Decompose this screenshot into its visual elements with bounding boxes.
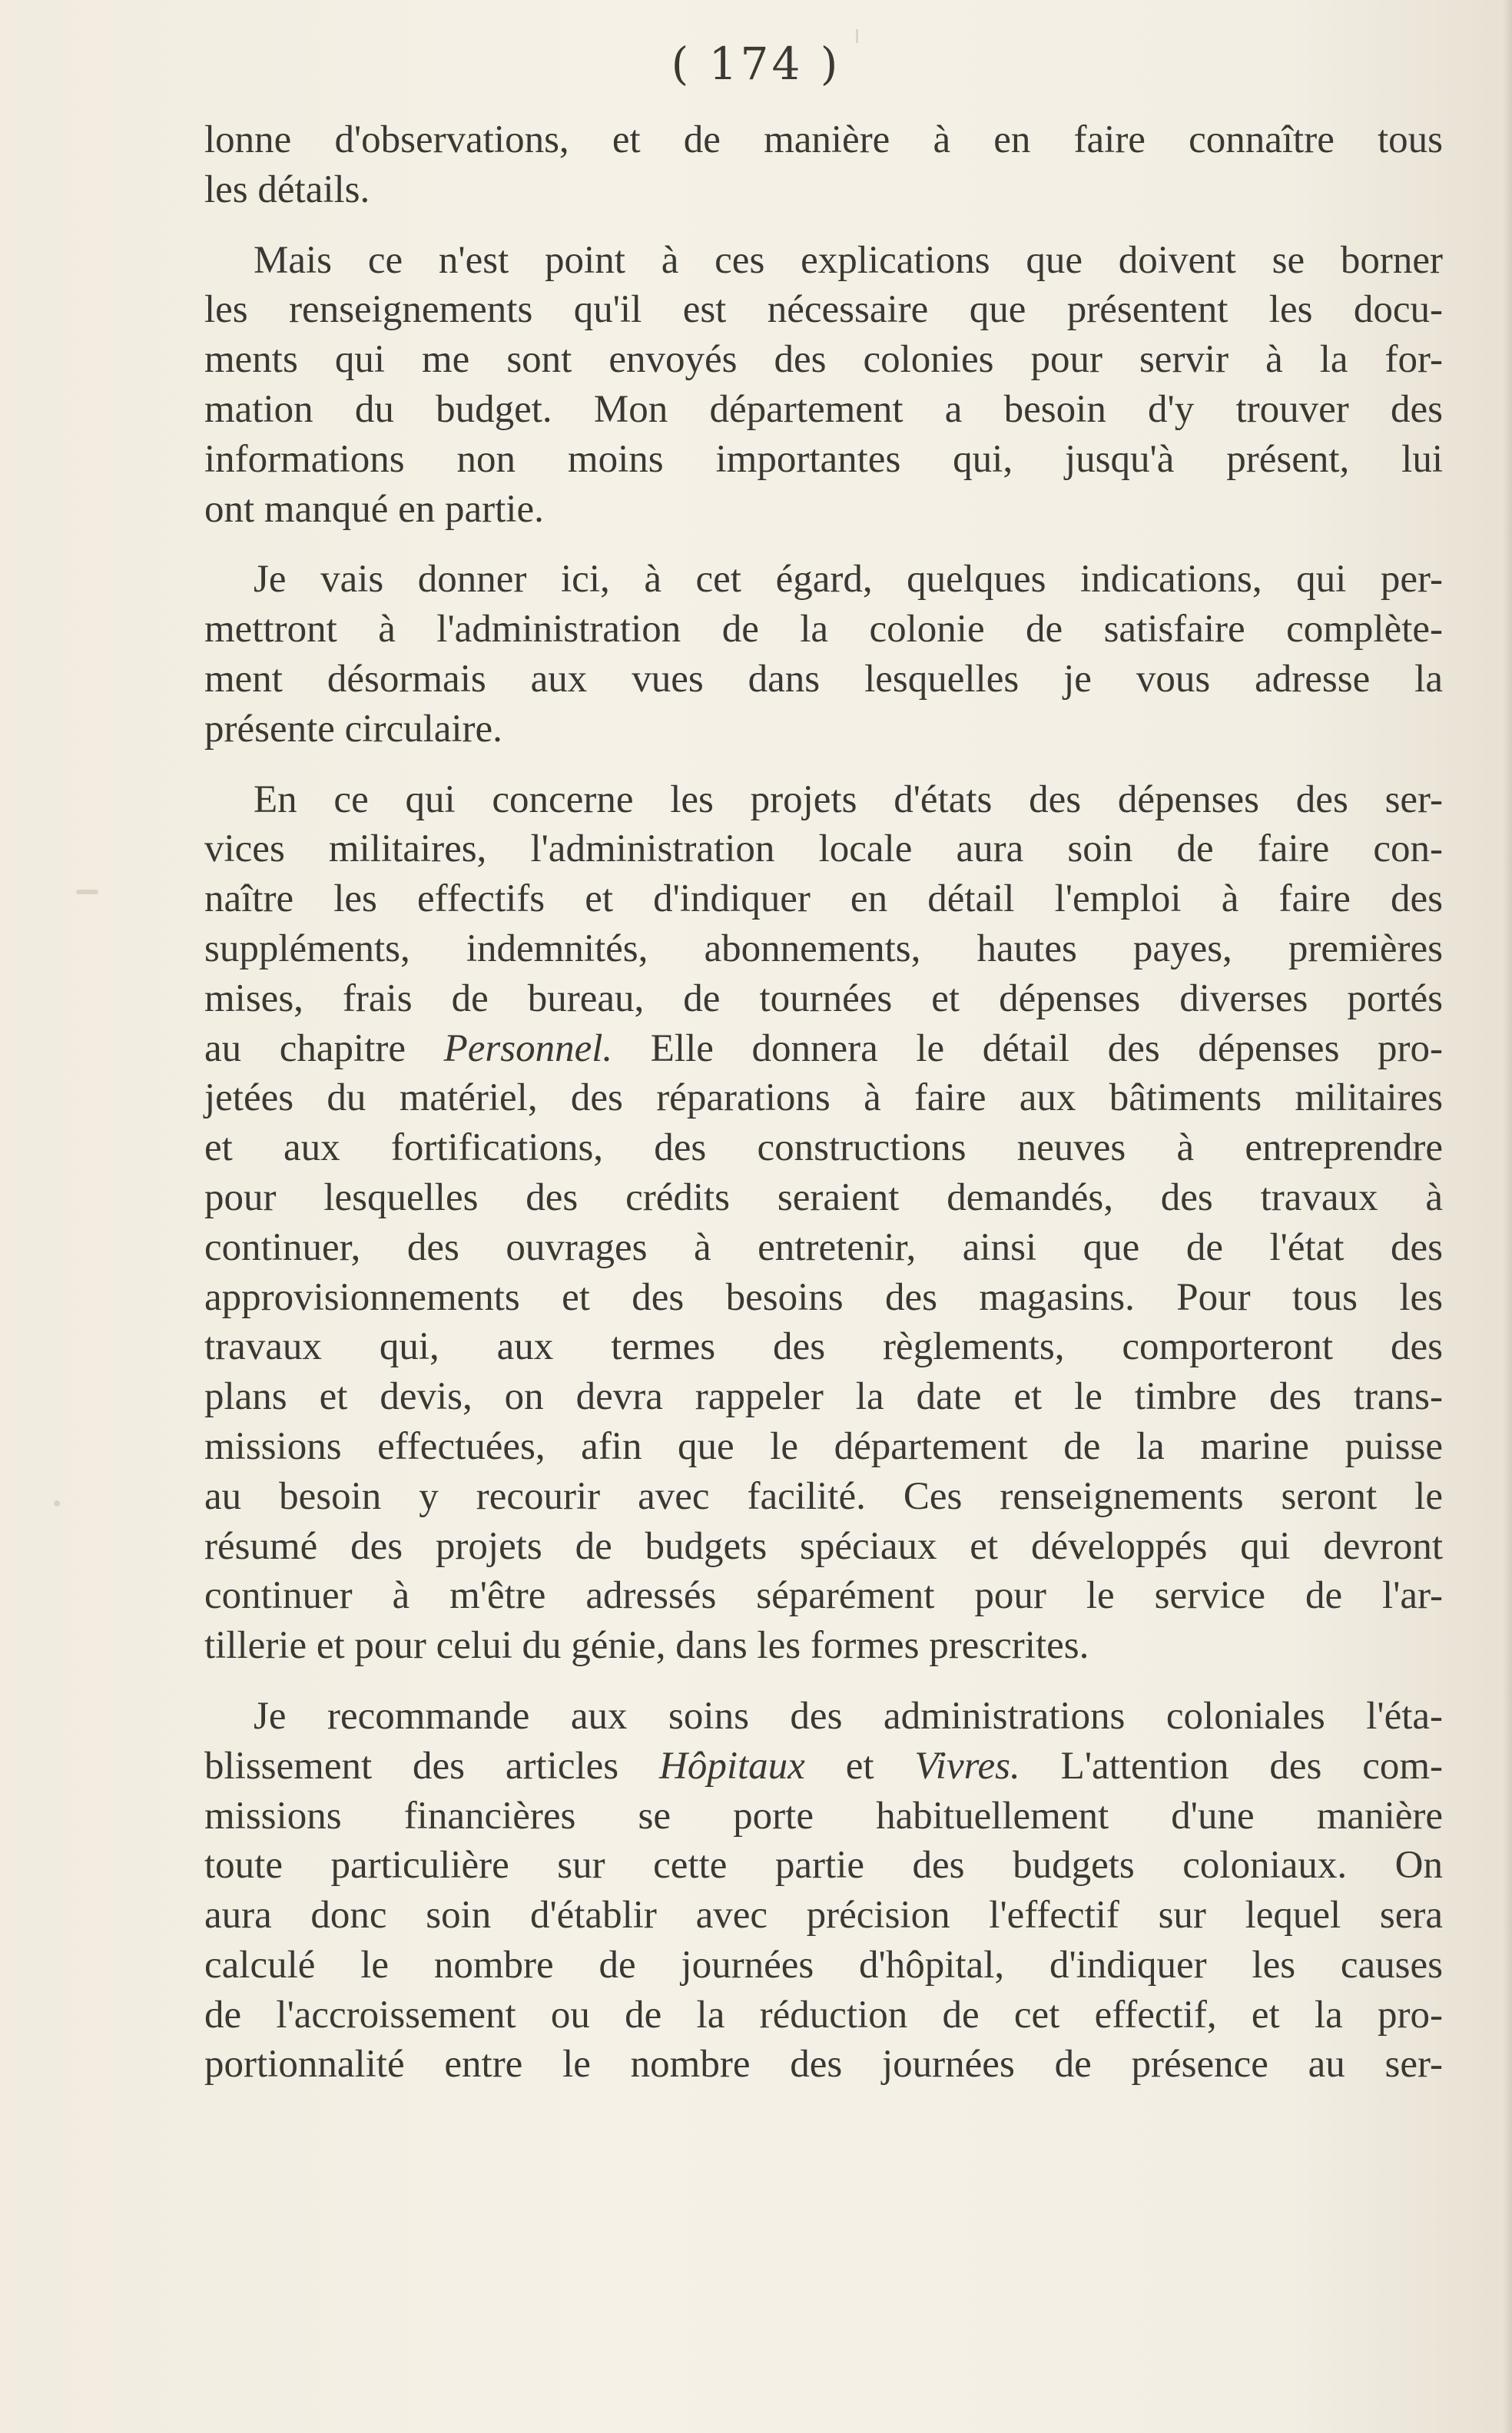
text-fragment: et [804,1744,915,1788]
text-line: de l'accroissement ou de la réduction de cet effectif, et la pro- [204,1993,1443,2037]
italic-term-personnel: Personnel. [443,1026,613,1070]
text-line: En ce qui concerne les projets d'états des dépenses des ser- [254,777,1443,821]
paragraph-gap [204,215,1443,236]
text-line: mises, frais de bureau, de tournées et dépenses diverses portés [204,976,1443,1020]
text-line: vices militaires, l'administration locale aura soin de faire con- [204,827,1443,871]
text-line: travaux qui, aux termes des règlements, comporteront des [204,1325,1443,1369]
text-fragment: L'attention des com- [1020,1744,1443,1788]
text-line: les renseignements qu'il est nécessaire que présentent les docu- [204,288,1443,332]
paragraph-gap [204,534,1443,555]
text-line: naître les effectifs et d'indiquer en détail l'emploi à faire des [204,877,1443,921]
text-line: missions financières se porte habituellement d'une manière [204,1794,1443,1838]
text-line: ment désormais aux vues dans lesquelles je vous adresse la [204,657,1443,701]
italic-term-hopitaux: Hôpitaux [659,1744,805,1788]
text-line: ont manqué en partie. [204,487,544,531]
text-line: toute particulière sur cette partie des budgets coloniaux. On [204,1844,1443,1888]
text-line: lonne d'observations, et de manière à en faire connaître tous [204,118,1443,161]
text-line: approvisionnements et des besoins des magasins. Pour tous les [204,1275,1443,1319]
text-line-with-italic [204,1024,1443,1074]
text-fragment: Elle donnera le détail des dépenses pro- [612,1026,1443,1070]
text-line: continuer à m'être adressés séparément pour le service de l'ar- [204,1574,1443,1618]
text-line: présente circulaire. [204,707,502,751]
paragraph-services-militaires [204,775,1443,1671]
text-fragment: blissement des articles [204,1744,660,1788]
margin-mark [76,890,98,894]
text-line: ments qui me sont envoyés des colonies pour servir à la for- [204,338,1443,382]
text-line: pour lesquelles des crédits seraient demandés, des travaux à [204,1175,1443,1219]
text-line: Je recommande aux soins des administrations coloniales l'éta- [254,1694,1443,1738]
text-line: Je vais donner ici, à cet égard, quelques indications, qui per- [254,558,1443,602]
text-line: suppléments, indemnités, abonnements, hautes payes, premières [204,926,1443,970]
paragraph-explications [204,236,1443,535]
text-line: missions effectuées, afin que le département de la marine puisse [204,1424,1443,1468]
text-line: informations non moins importantes qui, jusqu'à présent, lui [204,437,1443,481]
text-line: jetées du matériel, des réparations à faire aux bâtiments militaires [204,1076,1443,1120]
paragraph-gap [204,1671,1443,1692]
text-line: au besoin y recourir avec facilité. Ces renseignements seront le [204,1474,1443,1518]
text-fragment: au chapitre [204,1026,444,1070]
text-line: portionnalité entre le nombre des journées de présence au ser- [204,2043,1443,2087]
paragraph-indications [204,555,1443,754]
text-line: les détails. [204,167,370,211]
page-edge-shadow [1503,0,1512,2433]
italic-term-vivres: Vivres. [914,1744,1020,1788]
text-line-with-italic [204,1742,1443,1792]
text-line: mation du budget. Mon département a besoin d'y trouver des [204,387,1443,431]
paragraph-continuation [204,115,1443,215]
text-line: mettront à l'administration de la colonie de satisfaire complète- [204,608,1443,651]
text-line: calculé le nombre de journées d'hôpital, d'indiquer les causes [204,1943,1443,1987]
page-number: ( 174 ) [671,38,841,90]
paragraph-gap [204,754,1443,775]
paragraph-hopitaux-vivres [204,1692,1443,2090]
margin-spot [54,1500,60,1507]
text-line: résumé des projets de budgets spéciaux et développés qui devront [204,1524,1443,1568]
text-line: plans et devis, on devra rappeler la date et le timbre des trans- [204,1375,1443,1419]
text-line: aura donc soin d'établir avec précision l'effectif sur lequel sera [204,1894,1443,1937]
text-line: et aux fortifications, des constructions neuves à entreprendre [204,1126,1443,1170]
text-line: continuer, des ouvrages à entretenir, ainsi que de l'état des [204,1225,1443,1269]
text-line: Mais ce n'est point à ces explications que doivent se borner [254,238,1443,282]
body-text [204,115,1443,2090]
text-line: tillerie et pour celui du génie, dans les formes prescrites. [204,1624,1089,1668]
